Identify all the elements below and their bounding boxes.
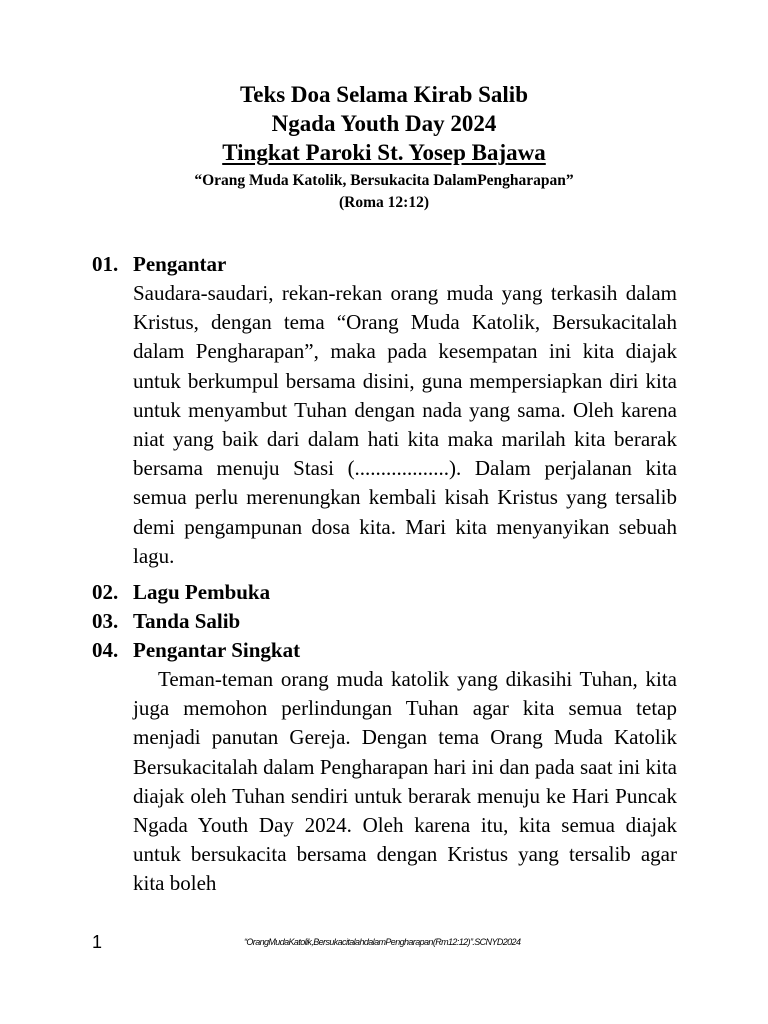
section-number: 01.: [92, 252, 119, 276]
document-body: [92, 250, 677, 899]
footer-text: “OrangMudaKatolik,BersukacitalahdalamPengharapan(Rm12:12)”.SCNYD2024: [244, 937, 521, 947]
section-paragraph-4: Teman-teman orang muda katolik yang dikasihi Tuhan, kita juga memohon perlindungan Tuhan agar kita semua tetap menjadi panutan Gereja. Dengan tema Orang Muda Katolik Bersukacitalah dalam Pengharapan hari ini dan pada saat ini kita diajak oleh Tuhan sendiri untuk berarak menuju ke Hari Puncak Ngada Youth Day 2024. Oleh karena itu, kita semua diajak untuk bersukacita bersama dengan Kristus yang tersalib agar kita boleh: [133, 667, 677, 896]
section-title: Pengantar: [133, 252, 227, 276]
document-title: Teks Doa Selama Kirab Salib: [240, 82, 528, 107]
section-title: Pengantar Singkat: [133, 638, 301, 663]
section-heading-2: [92, 578, 677, 607]
page-footer: [0, 930, 768, 954]
section-title: Lagu Pembuka: [133, 580, 271, 605]
document-header: [0, 80, 768, 214]
section-heading-3: [92, 607, 677, 636]
section-heading-4: [92, 636, 677, 665]
document-subtitle: Ngada Youth Day 2024: [271, 111, 497, 136]
theme-text: “Orang Muda Katolik, Bersukacita DalamPengharapan”: [194, 172, 574, 189]
bible-verse: (Roma 12:12): [339, 194, 429, 211]
section-heading-1: [92, 250, 677, 279]
section-paragraph-1: Saudara-saudari, rekan-rekan orang muda yang terkasih dalam Kristus, dengan tema “Orang Muda Katolik, Bersukacitalah dalam Pengharapan”, maka pada kesempatan ini kita diajak untuk berkumpul bersama disini, guna mempersiapkan diri kita untuk menyambut Tuhan dengan nada yang sama. Oleh karena niat yang baik dari dalam hati kita maka marilah kita berarak bersama menuju Stasi (..................). Dalam perjalanan kita semua perlu merenungkan kembali kisah Kristus yang tersalib demi pengampunan dosa kita. Mari kita menyanyikan sebuah lagu.: [133, 281, 677, 568]
section-number: 03.: [92, 609, 119, 634]
section-number: 04.: [92, 638, 119, 663]
page-number: 1: [92, 932, 103, 952]
section-title: Tanda Salib: [133, 609, 241, 634]
section-number: 02.: [92, 580, 119, 605]
parish-title: Tingkat Paroki St. Yosep Bajawa: [222, 140, 546, 165]
